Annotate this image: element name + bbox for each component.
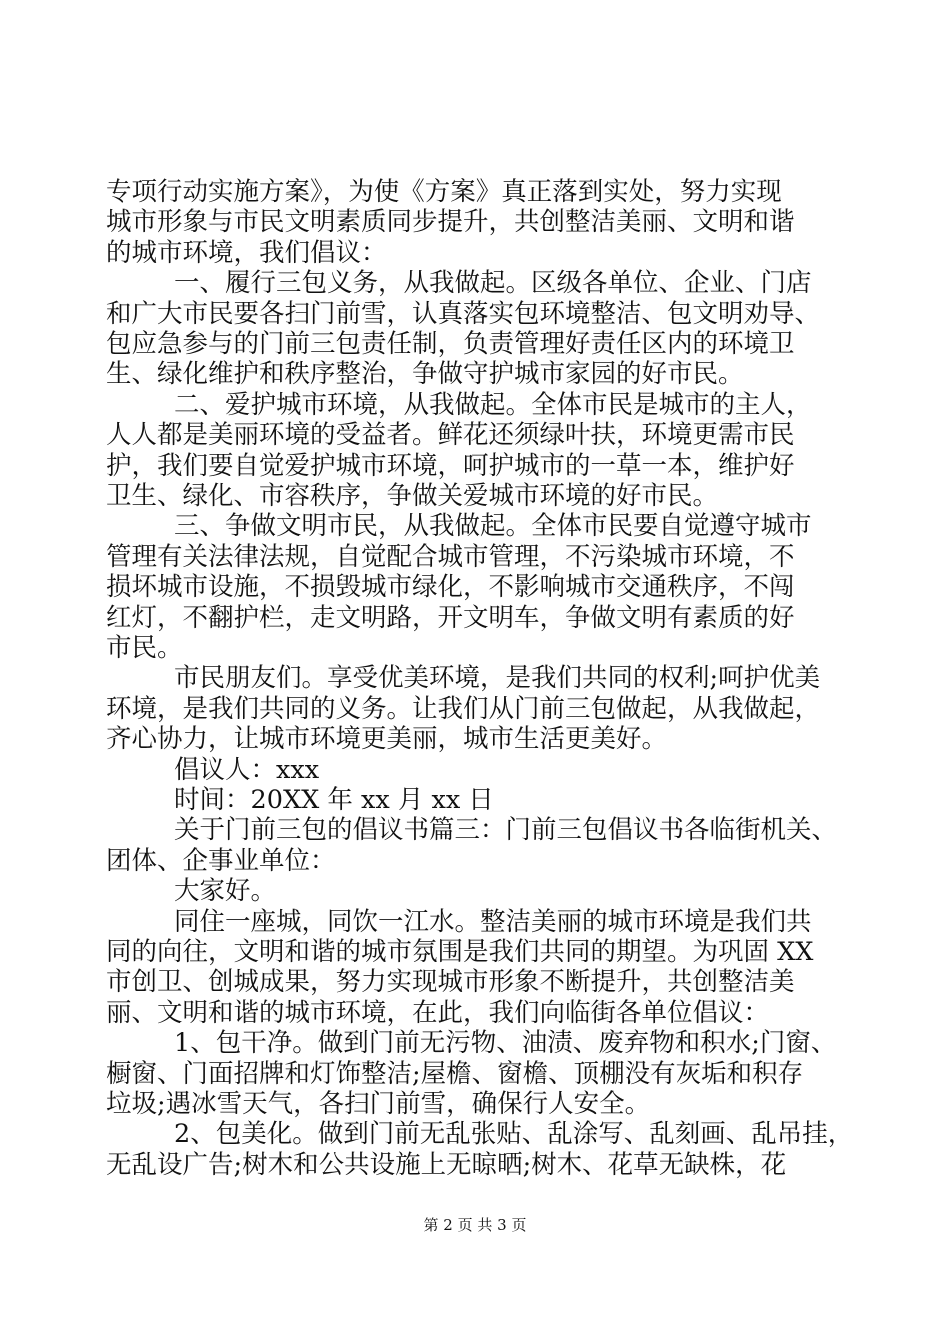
text-line: 包应急参与的门前三包责任制，负责管理好责任区内的环境卫 [106,329,795,359]
paragraph-start-line: 二、爱护城市环境，从我做起。全体市民是城市的主人， [174,389,812,420]
signature-line: 倡议人：xxx [174,754,320,785]
text-line: 齐心协力，让城市环境更美丽，城市生活更美好。 [106,724,668,755]
paragraph-start-line: 1、包干净。做到门前无污物、油渍、废弃物和积水;门窗、 [174,1028,837,1059]
greeting-line: 大家好。 [174,876,277,907]
text-line: 红灯，不翻护栏，走文明路，开文明车，争做文明有素质的好 [106,602,795,633]
text-line: 的城市环境，我们倡议： [106,237,387,268]
text-line: 卫生、绿化、市容秩序，争做关爱城市环境的好市民。 [106,481,719,511]
text-line: 和广大市民要各扫门前雪，认真落实包环境整洁、包文明劝导、 [106,298,821,329]
date-line: 时间：20XX 年 xx 月 xx 日 [174,785,494,815]
text-line: 环境，是我们共同的义务。让我们从门前三包做起，从我做起， [106,693,821,724]
text-line: 人人都是美丽环境的受益者。鲜花还须绿叶扶，环境更需市民 [106,420,795,451]
text-line: 城市形象与市民文明素质同步提升，共创整洁美丽、文明和谐 [106,207,795,238]
paragraph-start-line: 2、包美化。做到门前无乱张贴、乱涂写、乱刻画、乱吊挂， [174,1119,854,1150]
text-line: 损坏城市设施，不损毁城市绿化，不影响城市交通秩序，不闯 [106,572,795,603]
paragraph-start-line: 同住一座城，同饮一江水。整洁美丽的城市环境是我们共 [174,906,812,937]
text-line: 专项行动实施方案》，为使《方案》真正落到实处，努力实现 [106,177,782,207]
text-line: 橱窗、门面招牌和灯饰整洁;屋檐、窗檐、顶棚没有灰垢和积存 [106,1058,804,1089]
text-line: 团体、企事业单位： [106,845,336,876]
text-line: 管理有关法律法规，自觉配合城市管理，不污染城市环境，不 [106,541,795,572]
text-line: 同的向往，文明和谐的城市氛围是我们共同的期望。为巩固 XX [106,937,814,967]
text-line: 生、绿化维护和秩序整治，争做守护城市家园的好市民。 [106,359,744,390]
paragraph-start-line: 一、履行三包义务，从我做起。区级各单位、企业、门店 [174,268,812,299]
paragraph-start-line: 三、争做文明市民，从我做起。全体市民要自觉遵守城市 [174,511,812,542]
text-line: 护，我们要自觉爱护城市环境，呵护城市的一草一本，维护好 [106,450,795,481]
section-title-line: 关于门前三包的倡议书篇三：门前三包倡议书各临街机关、 [174,815,838,846]
text-line: 垃圾;遇冰雪天气，各扫门前雪，确保行人安全。 [106,1089,651,1119]
paragraph-start-line: 市民朋友们。享受优美环境，是我们共同的权利;呵护优美 [174,663,821,694]
text-line: 市民。 [106,633,183,663]
text-line: 市创卫、创城成果，努力实现城市形象不断提升，共创整洁美 [106,967,795,998]
text-line: 无乱设广告;树木和公共设施上无晾晒;树木、花草无缺株，花 [106,1149,787,1180]
page-number-footer: 第 2 页 共 3 页 [423,1216,527,1234]
text-line: 丽、文明和谐的城市环境，在此，我们向临街各单位倡议： [106,997,770,1028]
